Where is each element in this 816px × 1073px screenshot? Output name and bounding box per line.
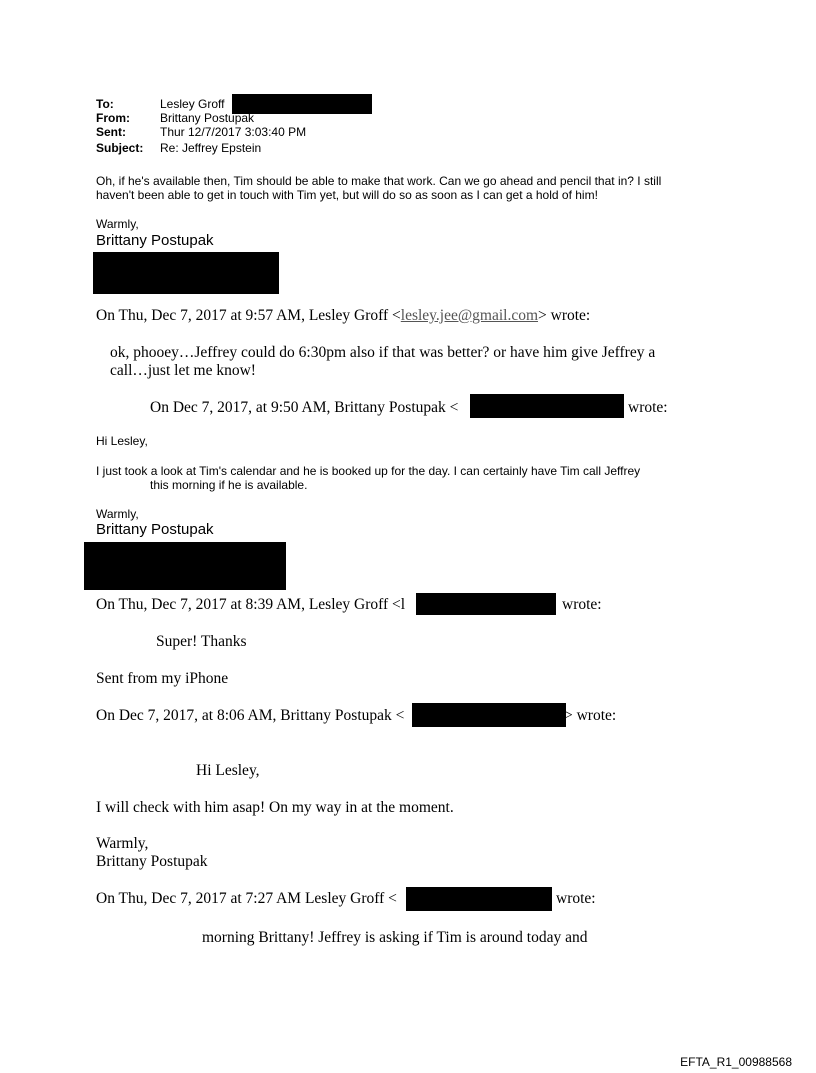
from-value: Brittany Postupak: [160, 111, 255, 125]
quote2-greeting: Hi Lesley,: [96, 434, 148, 448]
header-subject: [96, 141, 261, 155]
quote2-attribution-prefix: On Dec 7, 2017, at 9:50 AM, Brittany Postupak <: [150, 399, 459, 416]
quote1-suffix: > wrote:: [538, 307, 591, 324]
header-to: [96, 97, 224, 111]
quote4-signature: Brittany Postupak: [96, 853, 208, 870]
subject-value: Re: Jeffrey Epstein: [160, 141, 262, 155]
quote3-attribution-prefix: On Thu, Dec 7, 2017 at 8:39 AM, Lesley Groff <l: [96, 596, 406, 613]
document-id: EFTA_R1_00988568: [680, 1055, 792, 1069]
quote4-body: I will check with him asap! On my way in at the moment.: [96, 799, 454, 816]
msg1-closing: Warmly,: [96, 217, 139, 231]
quote1-body-line1: ok, phooey…Jeffrey could do 6:30pm also if that was better? or have him give Jeffrey a: [110, 344, 656, 361]
quote2-body-line1: I just took a look at Tim's calendar and he is booked up for the day. I can certainly have Tim call Jeffrey: [96, 464, 641, 478]
quote2-attribution-suffix: wrote:: [628, 399, 668, 416]
quote3-sent-from: Sent from my iPhone: [96, 670, 229, 687]
quote4-attribution-prefix: On Dec 7, 2017, at 8:06 AM, Brittany Postupak <: [96, 707, 405, 724]
quote2-closing: Warmly,: [96, 507, 139, 521]
redaction-block: [416, 593, 556, 615]
redaction-block: [470, 394, 624, 418]
quote1-prefix: On Thu, Dec 7, 2017 at 9:57 AM, Lesley Groff <: [96, 307, 401, 324]
header-from: [96, 111, 254, 125]
quote5-attribution-suffix: wrote:: [556, 890, 596, 907]
to-label: To:: [96, 97, 114, 111]
to-value: Lesley Groff: [160, 97, 225, 111]
redaction-block: [84, 542, 286, 590]
redaction-block: [93, 252, 279, 294]
from-label: From:: [96, 111, 130, 125]
quote1-attribution: [96, 306, 590, 325]
quote5-attribution-prefix: On Thu, Dec 7, 2017 at 7:27 AM Lesley Groff <: [96, 890, 397, 907]
redaction-block: [412, 703, 566, 727]
quote4-closing: Warmly,: [96, 835, 149, 852]
quote4-attribution-suffix: > wrote:: [564, 707, 617, 724]
quote3-body: Super! Thanks: [156, 633, 247, 650]
sent-value: Thur 12/7/2017 3:03:40 PM: [160, 125, 307, 139]
quote3-attribution-suffix: wrote:: [562, 596, 602, 613]
quote2-body-line2: this morning if he is available.: [150, 478, 308, 492]
msg1-line1: Oh, if he's available then, Tim should be able to make that work. Can we go ahead and pencil that in? I still: [96, 174, 662, 188]
redaction-block: [406, 887, 552, 911]
quote1-email-link[interactable]: lesley.jee@gmail.com: [400, 307, 539, 324]
subject-label: Subject:: [96, 141, 144, 155]
quote1-body-line2: call…just let me know!: [110, 362, 256, 379]
msg1-line2: haven't been able to get in touch with Tim yet, but will do so as soon as I can get a hold of him!: [96, 188, 598, 202]
quote2-signature: Brittany Postupak: [96, 521, 214, 538]
header-sent: [96, 125, 306, 139]
quote5-body: morning Brittany! Jeffrey is asking if Tim is around today and: [202, 929, 588, 946]
sent-label: Sent:: [96, 125, 126, 139]
quote4-greeting: Hi Lesley,: [196, 762, 260, 779]
msg1-signature: Brittany Postupak: [96, 232, 214, 249]
